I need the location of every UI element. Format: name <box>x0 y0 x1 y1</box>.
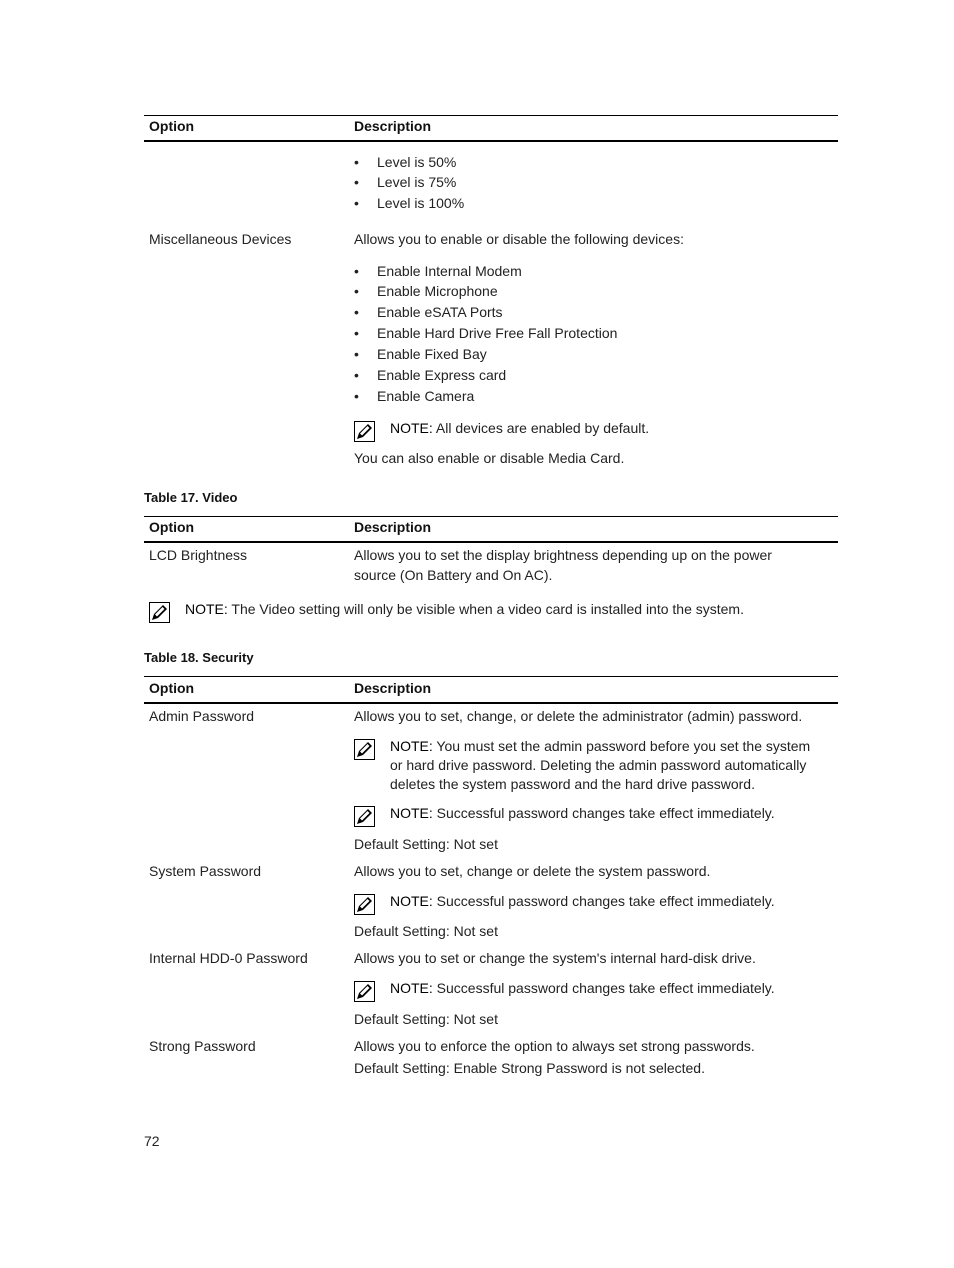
hdd-description: Allows you to set or change the system's internal hard-disk drive. <box>354 950 756 966</box>
lcd-description-line1: Allows you to set the display brightness depending up on the power <box>354 547 772 563</box>
column-header-option: Option <box>149 519 195 535</box>
misc-description: Allows you to enable or disable the following devices: <box>354 231 684 247</box>
hdd-default-setting: Default Setting: Not set <box>354 1011 498 1027</box>
admin-description: Allows you to set, change, or delete the administrator (admin) password. <box>354 708 803 724</box>
table-header-rule <box>144 541 838 543</box>
strong-description: Allows you to enforce the option to always set strong passwords. <box>354 1038 755 1054</box>
option-internal-hdd-password: Internal HDD-0 Password <box>149 950 308 966</box>
list-item: • Enable Fixed Bay <box>354 346 487 362</box>
list-item: • Enable Express card <box>354 367 507 383</box>
column-header-option: Option <box>149 118 195 134</box>
page-number: 72 <box>144 1133 160 1149</box>
option-admin-password: Admin Password <box>149 708 255 724</box>
list-item: • Level is 100% <box>354 195 465 211</box>
list-item: • Level is 75% <box>354 174 457 190</box>
option-strong-password: Strong Password <box>149 1038 256 1054</box>
list-item: • Enable Hard Drive Free Fall Protection <box>354 325 618 341</box>
table-top-rule <box>144 115 838 116</box>
option-miscellaneous-devices: Miscellaneous Devices <box>149 231 292 247</box>
system-description: Allows you to set, change or delete the system password. <box>354 863 711 879</box>
strong-default-setting: Default Setting: Enable Strong Password is not selected. <box>354 1060 705 1076</box>
note-devices-default: NOTE: All devices are enabled by default. <box>390 420 650 436</box>
table-caption-security: Table 18. Security <box>144 650 254 665</box>
column-header-description: Description <box>354 519 432 535</box>
list-item: • Level is 50% <box>354 154 457 170</box>
option-system-password: System Password <box>149 863 262 879</box>
list-item: • Enable eSATA Ports <box>354 304 503 320</box>
list-item: • Enable Camera <box>354 388 475 404</box>
column-header-option: Option <box>149 680 195 696</box>
pencil-note-icon <box>354 739 375 760</box>
column-header-description: Description <box>354 118 432 134</box>
table-header-rule <box>144 702 838 704</box>
system-default-setting: Default Setting: Not set <box>354 923 498 939</box>
note-video-setting: NOTE: The Video setting will only be visible when a video card is installed into the system. <box>185 601 744 617</box>
table-header-rule <box>144 140 838 142</box>
option-lcd-brightness: LCD Brightness <box>149 547 248 563</box>
note-password-changes: NOTE: Successful password changes take effect immediately. <box>390 893 775 909</box>
lcd-description-line2: source (On Battery and On AC). <box>354 567 553 583</box>
note-password-changes: NOTE: Successful password changes take effect immediately. <box>390 980 775 996</box>
table-top-rule <box>144 676 838 677</box>
pencil-note-icon <box>149 602 170 623</box>
note-admin-password: NOTE: You must set the admin password before you set the system or hard drive password. Deleting the admin password automatically deletes the system password and the hard drive password. <box>390 738 811 792</box>
admin-default-setting: Default Setting: Not set <box>354 836 498 852</box>
column-header-description: Description <box>354 680 432 696</box>
list-item: • Enable Microphone <box>354 283 498 299</box>
table-top-rule <box>144 516 838 517</box>
note-password-changes: NOTE: Successful password changes take effect immediately. <box>390 805 775 821</box>
pencil-note-icon <box>354 806 375 827</box>
pencil-note-icon <box>354 421 375 442</box>
table-caption-video: Table 17. Video <box>144 490 238 505</box>
pencil-note-icon <box>354 894 375 915</box>
list-item: • Enable Internal Modem <box>354 263 522 279</box>
misc-media-card-text: You can also enable or disable Media Card. <box>354 450 625 466</box>
pencil-note-icon <box>354 981 375 1002</box>
